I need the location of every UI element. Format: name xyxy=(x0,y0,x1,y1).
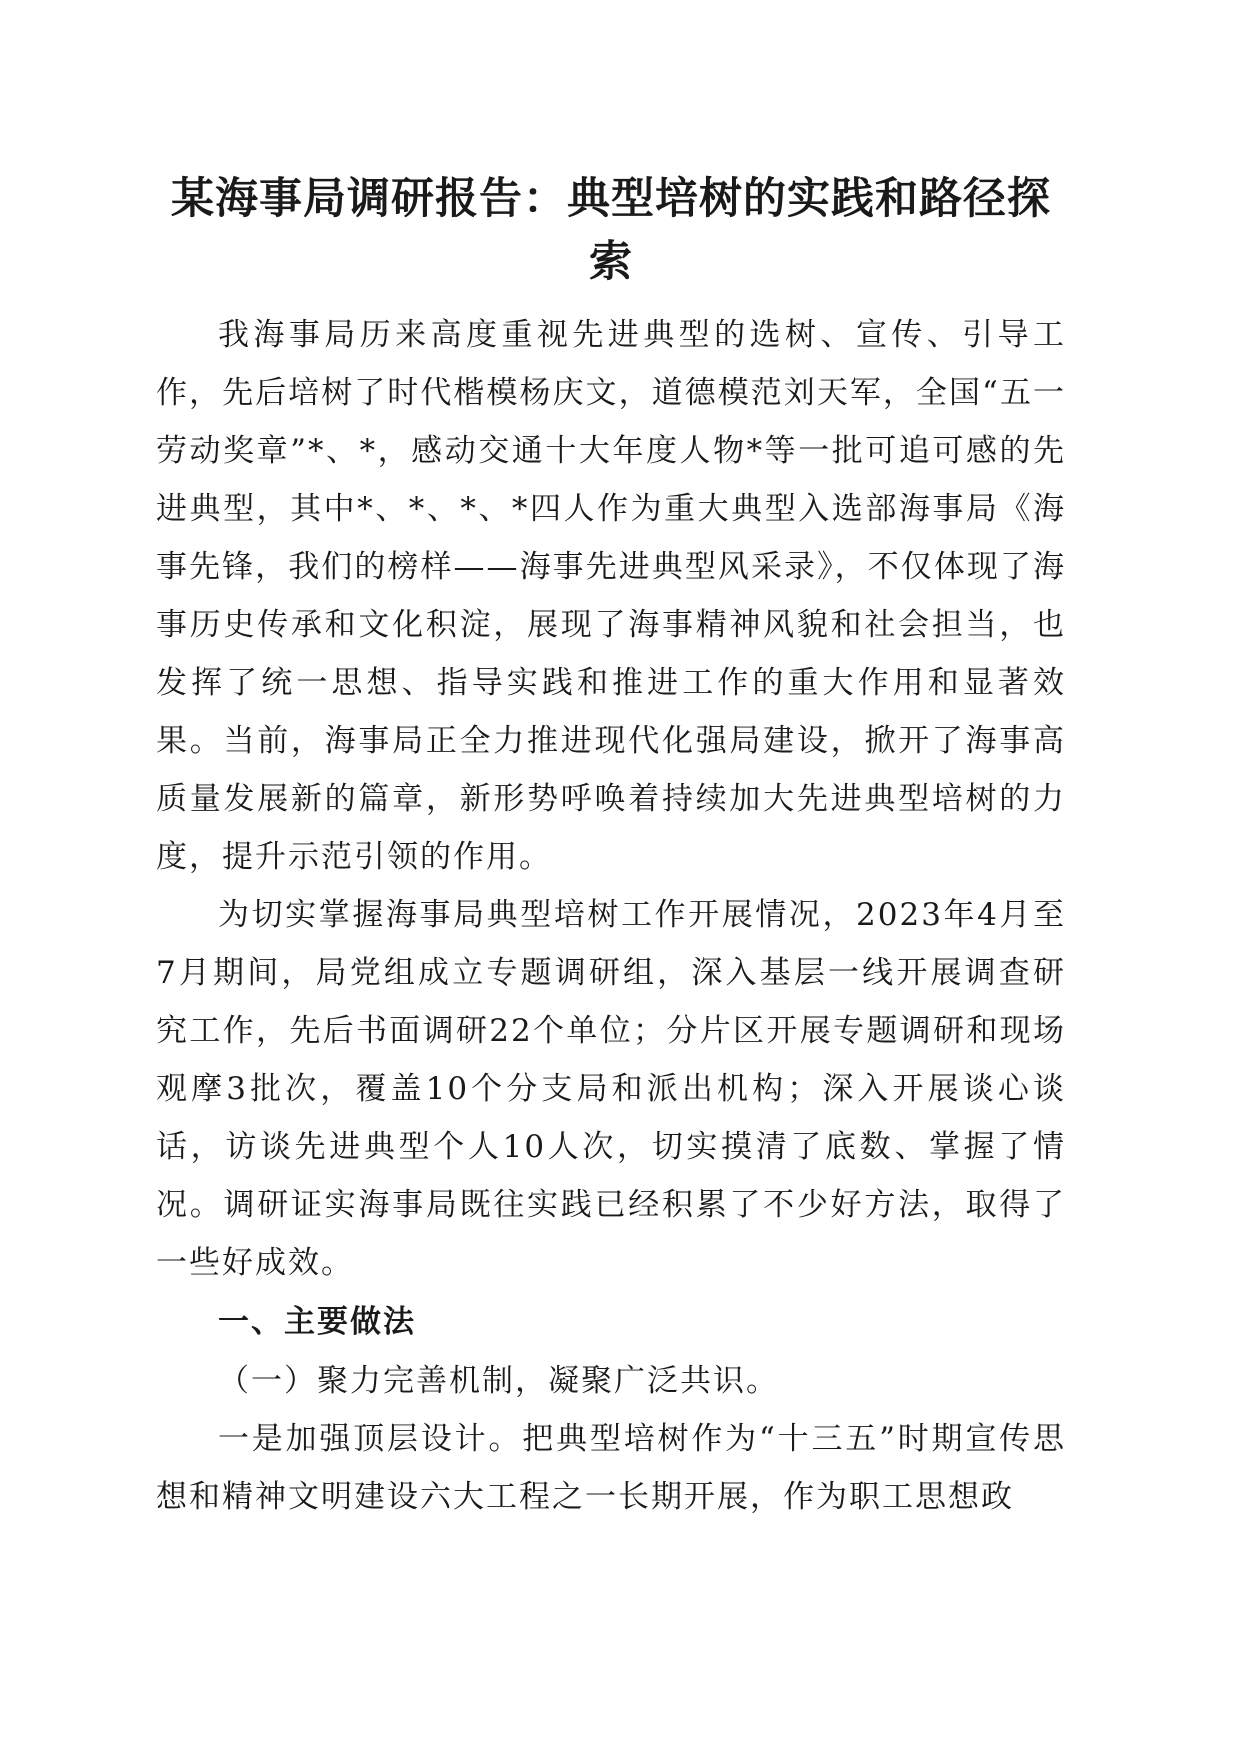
section-heading-main-practices: 一、主要做法 xyxy=(218,1304,416,1340)
document-page xyxy=(156,168,1066,1526)
subsection-heading-mechanism: （一）聚力完善机制，凝聚广泛共识。 xyxy=(218,1363,779,1399)
research-paragraph: 为切实掌握海事局典型培树工作开展情况，2023年4月至7月期间，局党组成立专题调研组，深入基层一线开展调查研究工作，先后书面调研22个单位；分片区开展专题调研和现场观摩3批次，覆盖10个分支局和派出机构；深入开展谈心谈话，访谈先进典型个人10人次，切实摸清了底数、掌握了情况。调研证实海事局既往实践已经积累了不少好方法，取得了一些好成效。 xyxy=(156,897,1066,1281)
document-title: 某海事局调研报告：典型培树的实践和路径探索 xyxy=(171,174,1051,287)
intro-paragraph: 我海事局历来高度重视先进典型的选树、宣传、引导工作，先后培树了时代楷模杨庆文，道德模范刘天军，全国“五一劳动奖章”*、*，感动交通十大年度人物*等一批可追可感的先进典型，其中*、*、*、*四人作为重大典型入选部海事局《海事先锋，我们的榜样——海事先进典型风采录》，不仅体现了海事历史传承和文化积淀，展现了海事精神风貌和社会担当，也发挥了统一思想、指导实践和推进工作的重大作用和显著效果。当前，海事局正全力推进现代化强局建设，掀开了海事高质量发展新的篇章，新形势呼唤着持续加大先进典型培树的力度，提升示范引领的作用。 xyxy=(156,317,1066,875)
top-level-design-paragraph: 一是加强顶层设计。把典型培树作为“十三五”时期宣传思想和精神文明建设六大工程之一长期开展，作为职工思想政 xyxy=(156,1421,1066,1515)
